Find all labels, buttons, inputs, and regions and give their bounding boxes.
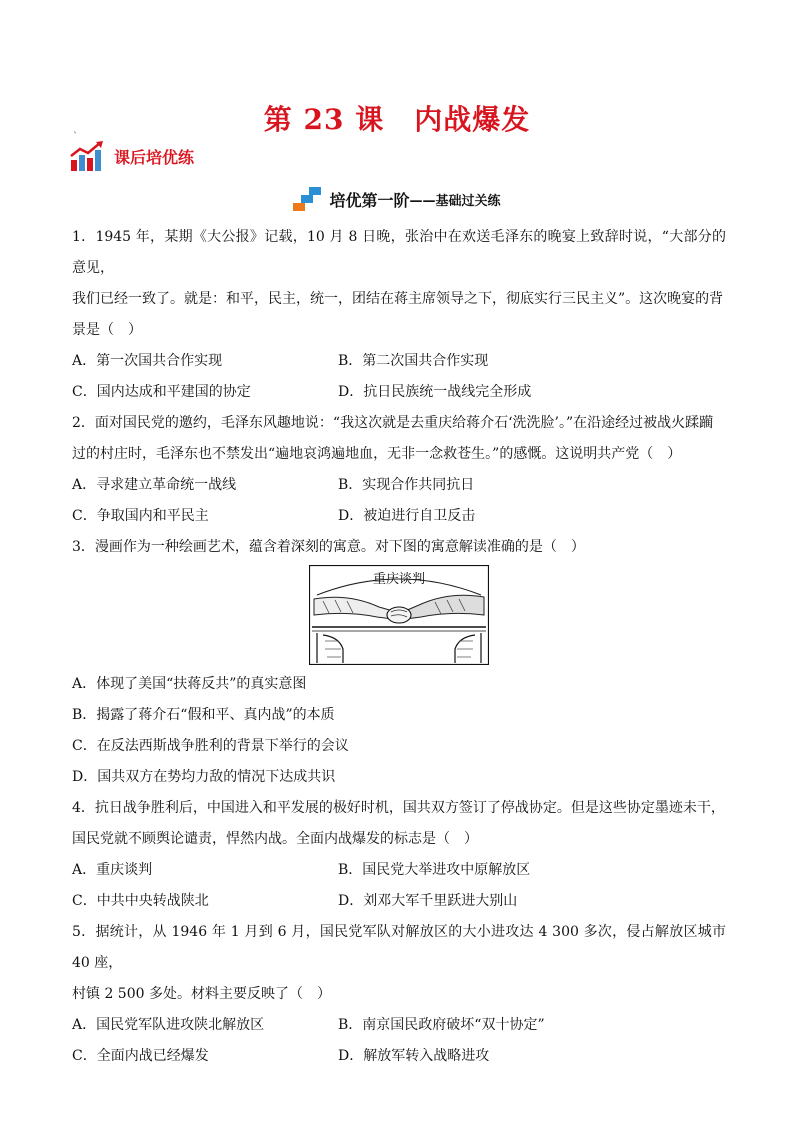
option-c[interactable]: C．在反法西斯战争胜利的背景下举行的会议 [72,738,349,754]
section-label: 课后培优练 [114,147,195,167]
option-a[interactable]: A．体现了美国“扶蒋反共”的真实意图 [72,676,307,692]
option-b[interactable]: B．揭露了蒋介石“假和平、真内战”的本质 [72,707,335,723]
tick-mark: ` [73,132,78,143]
option-a[interactable]: A．第一次国共合作实现 [72,353,223,369]
option-b[interactable]: B．国民党大举进攻中原解放区 [338,862,531,878]
bar-chart-icon [70,140,106,172]
option-b[interactable]: B．实现合作共同抗日 [338,477,475,493]
option-d[interactable]: D．刘邓大军千里跃进大别山 [338,893,518,909]
question-stem-line: 2．面对国民党的邀约，毛泽东风趣地说：“我这次就是去重庆给蒋介石‘洗洗脸’。”在沿途经过被战火蹂躏 [72,415,714,431]
question-stem-line: 4．抗日战争胜利后，中国进入和平发展的极好时机，国共双方签订了停战协定。但是这些协定墨迹未干， [72,800,725,816]
cartoon-figure [309,565,489,665]
lesson-title [0,98,794,138]
option-d[interactable]: D．解放军转入战略进攻 [338,1048,490,1064]
question-stem-line: 过的村庄时，毛泽东也不禁发出“遍地哀鸿遍地血，无非一念救苍生。”的感慨。这说明共产党（ ） [72,446,682,462]
question-1 [72,222,726,408]
figure-caption: 重庆谈判 [372,572,426,587]
option-c[interactable]: C．全面内战已经爆发 [72,1048,209,1064]
question-stem-line: 国民党就不顾舆论谴责，悍然内战。全面内战爆发的标志是（ ） [72,831,478,847]
question-stem-line: 1．1945 年，某期《大公报》记载，10 月 8 日晚，张治中在欢送毛泽东的晚宴上致辞时说，“大部分的意见， [72,229,726,276]
option-d[interactable]: D．国共双方在势均力敌的情况下达成共识 [72,769,336,785]
question-stem-line: 5．据统计，从 1946 年 1 月到 6 月，国民党军队对解放区的大小进攻达 4 300 多次，侵占解放区城市 40 座， [72,924,726,971]
option-c[interactable]: C．中共中央转战陕北 [72,893,209,909]
question-4 [72,793,726,917]
level-header [0,186,794,212]
option-c[interactable]: C．争取国内和平民主 [72,508,209,524]
lesson-number: 第 23 课 [263,103,385,136]
question-2 [72,408,726,532]
cartoon-image [309,565,489,665]
option-a[interactable]: A．寻求建立革命统一战线 [72,477,237,493]
option-d[interactable]: D．被迫进行自卫反击 [338,508,476,524]
stairs-icon [293,186,323,212]
option-a[interactable]: A．国民党军队进攻陕北解放区 [72,1017,265,1033]
question-stem-line: 景是（ ） [72,322,142,338]
question-stem-line: 村镇 2 500 多处。材料主要反映了（ ） [72,986,331,1002]
level-main-label: 培优第一阶 [329,190,410,210]
option-d[interactable]: D．抗日民族统一战线完全形成 [338,384,532,400]
question-3 [72,532,726,793]
question-stem-line: 我们已经一致了。就是：和平，民主，统一，团结在蒋主席领导之下，彻底实行三民主义”。这次晚宴的背 [72,291,724,307]
option-c[interactable]: C．国内达成和平建国的协定 [72,384,251,400]
option-b[interactable]: B．第二次国共合作实现 [338,353,489,369]
option-b[interactable]: B．南京国民政府破坏“双十协定” [338,1017,545,1033]
section-header [70,140,194,172]
question-list [72,222,726,1072]
question-5 [72,917,726,1072]
option-a[interactable]: A．重庆谈判 [72,862,153,878]
lesson-name: 内战爆发 [414,103,531,136]
level-sub-label: ——基础过关练 [409,193,501,209]
question-stem-line: 3．漫画作为一种绘画艺术，蕴含着深刻的寓意。对下图的寓意解读准确的是（ ） [72,539,585,555]
